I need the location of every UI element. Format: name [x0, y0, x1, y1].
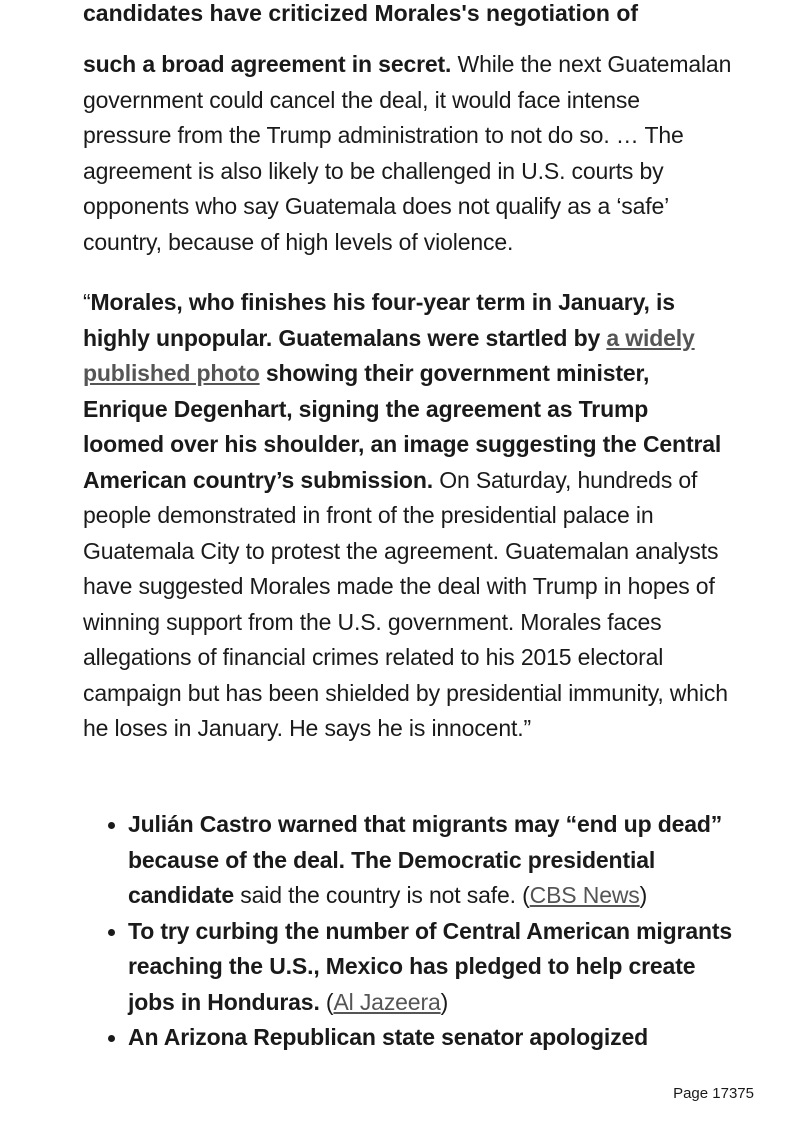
paragraph-agreement-secret: [83, 47, 733, 260]
al-jazeera-link[interactable]: Al Jazeera: [333, 988, 441, 1015]
bullet-bold: An Arizona Republican state senator apologized: [128, 1024, 649, 1050]
list-item: [83, 807, 733, 914]
cbs-news-link[interactable]: CBS News: [529, 882, 640, 908]
paragraph2-text: On Saturday, hundreds of people demonstrated in front of the presidential palace in Guatemala City to protest the agreement. Guatemalan analysts have suggested Morales made the deal with Trump in hopes of winning support from the U.S. government. Morales faces allegations of financial crimes related to his 2015 electoral campaign but has been shielded by presidential immunity, which he loses in January. He says he is innocent.”: [83, 466, 728, 741]
clipped-top-line: [83, 0, 733, 44]
paragraph-morales-quote: [83, 285, 733, 747]
paragraph2-bold-b: showing their government minister, Enrique Degenhart, signing the agreement as Trump loomed over his shoulder, an image suggesting the Central American country’s submission.: [83, 360, 722, 493]
bullet-text: (: [319, 988, 334, 1015]
bullet-bold: To try curbing the number of Central American migrants reaching the U.S., Mexico has pledged to help create jobs in Honduras.: [128, 917, 733, 1015]
list-item: [83, 914, 733, 1021]
bullet-bold: Julián Castro warned that migrants may “end up dead” because of the deal. The Democratic presidential candidate: [128, 811, 723, 908]
bullet-close-paren: ): [639, 882, 648, 908]
page-number: Page 17375: [673, 1085, 754, 1102]
news-bullet-list: [83, 807, 733, 1056]
widely-published-photo-link[interactable]: a widely published photo: [83, 324, 695, 386]
bullet-text: said the country is not safe. (: [234, 882, 530, 908]
list-item: [83, 1020, 733, 1056]
paragraph1-text: While the next Guatemalan government could cancel the deal, it would face intense pressure from the Trump administration to not do so. … The agreement is also likely to be challenged in U.S. courts by opponents who say Guatemala does not qualify as a ‘safe’ country, because of high levels of violence.: [83, 51, 732, 255]
clipped-top-text: candidates have criticized Morales's negotiation of: [83, 0, 639, 26]
paragraph2-open-quote: “: [83, 289, 91, 315]
paragraph1-bold: such a broad agreement in secret.: [83, 51, 452, 77]
bullet-close-paren: ): [440, 988, 449, 1015]
paragraph2-bold-a: Morales, who finishes his four-year term in January, is highly unpopular. Guatemalans were startled by: [83, 289, 675, 351]
